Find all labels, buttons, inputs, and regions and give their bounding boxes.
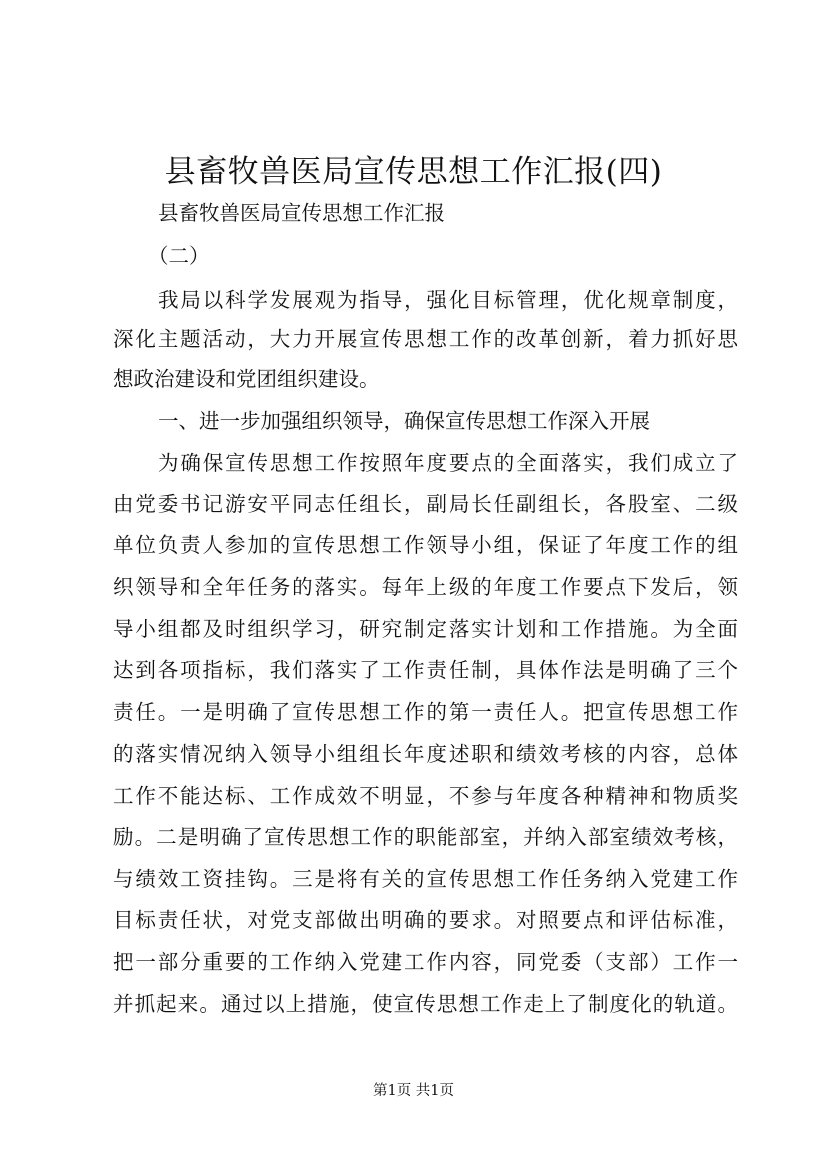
paragraph-line: 深化主题活动，大力开展宣传思想工作的改革创新，着力抓好思	[113, 327, 738, 351]
paragraph-line: 并抓起来。通过以上措施，使宣传思想工作走上了制度化的轨道。	[113, 992, 738, 1016]
paragraph-line: 为确保宣传思想工作按照年度要点的全面落实，我们成立了	[158, 451, 738, 475]
paragraph-line: 单位负责人参加的宣传思想工作领导小组，保证了年度工作的组	[113, 533, 738, 557]
paragraph-line: 达到各项指标，我们落实了工作责任制，具体作法是明确了三个	[113, 658, 738, 682]
paragraph-line: 工作不能达标、工作成效不明显，不参与年度各种精神和物质奖	[113, 784, 738, 808]
page-number-footer: 第1页 共1页	[372, 1083, 455, 1099]
paragraph-line: 我局以科学发展观为指导，强化目标管理，优化规章制度，	[158, 288, 738, 312]
document-title: 县畜牧兽医局宣传思想工作汇报(四)	[164, 154, 663, 190]
paragraph-line: 励。二是明确了宣传思想工作的职能部室，并纳入部室绩效考核，	[113, 825, 738, 849]
document-subtitle-index: （二）	[148, 244, 210, 268]
paragraph-line: 责任。一是明确了宣传思想工作的第一责任人。把宣传思想工作	[113, 700, 738, 724]
paragraph-line: 由党委书记游安平同志任组长，副局长任副组长，各股室、二级	[113, 492, 738, 516]
paragraph-line: 织领导和全年任务的落实。每年上级的年度工作要点下发后，领	[113, 575, 738, 599]
paragraph-line: 与绩效工资挂钩。三是将有关的宣传思想工作任务纳入党建工作	[113, 867, 738, 891]
document-subtitle: 县畜牧兽医局宣传思想工作汇报	[158, 201, 445, 225]
paragraph-line: 目标责任状，对党支部做出明确的要求。对照要点和评估标准，	[113, 908, 738, 932]
paragraph-line: 想政治建设和党团组织建设。	[113, 367, 380, 391]
section-heading: 一、进一步加强组织领导，确保宣传思想工作深入开展	[158, 409, 650, 433]
paragraph-line: 的落实情况纳入领导小组组长年度述职和绩效考核的内容，总体	[113, 742, 738, 766]
paragraph-line: 导小组都及时组织学习，研究制定落实计划和工作措施。为全面	[113, 617, 738, 641]
paragraph-line: 把一部分重要的工作纳入党建工作内容，同党委（支部）工作一	[113, 950, 738, 974]
